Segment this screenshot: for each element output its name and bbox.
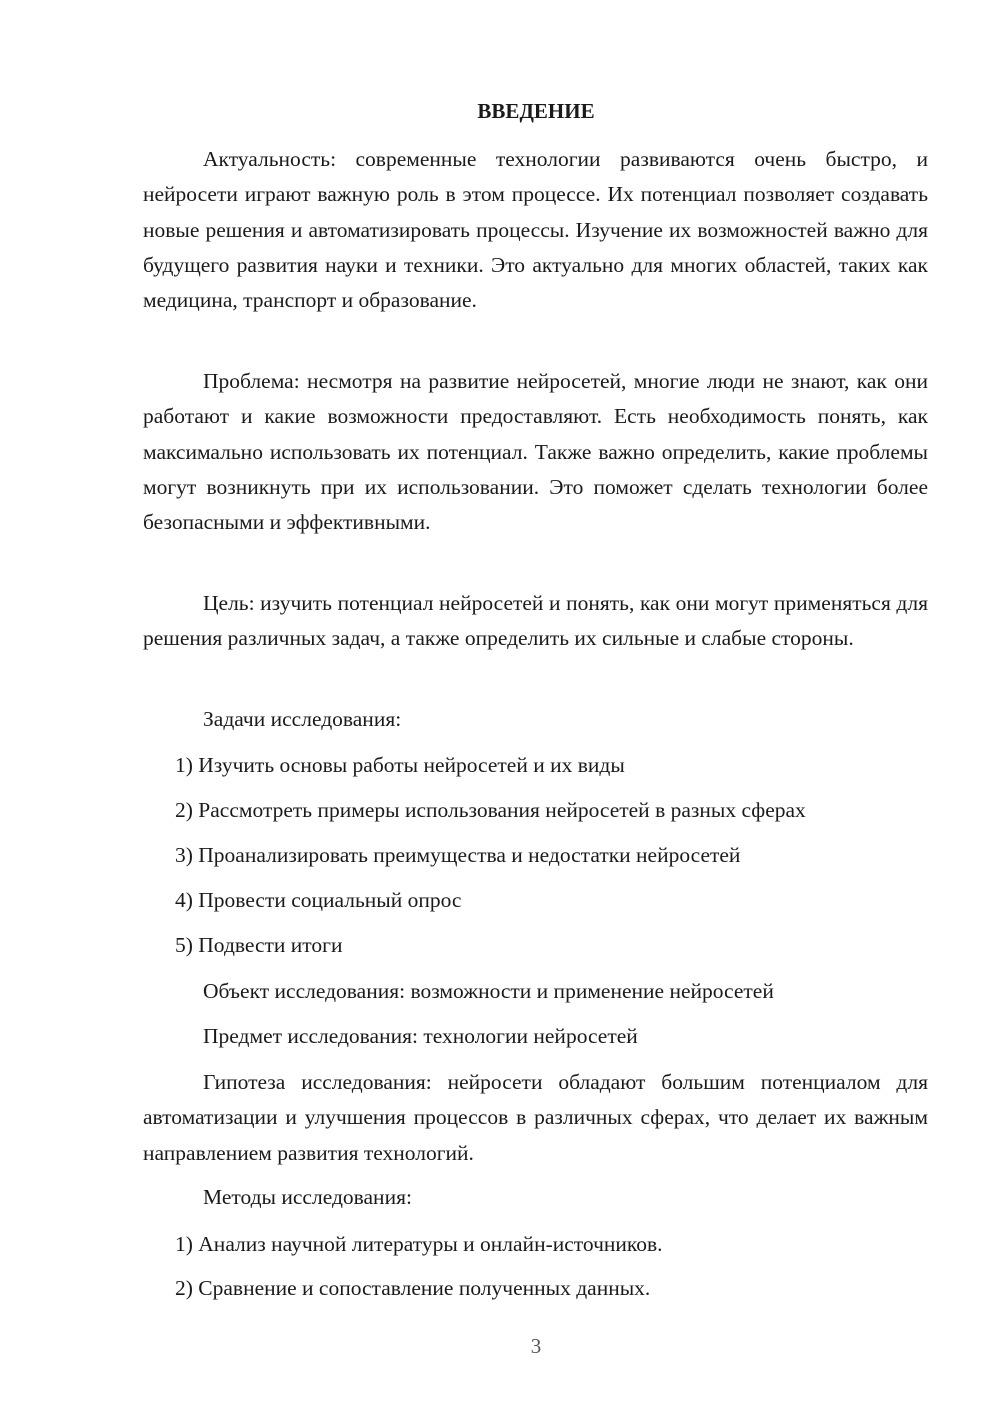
task-item-5: 5) Подвести итоги: [175, 933, 343, 957]
tasks-heading: Задачи исследования:: [203, 707, 402, 731]
methods-heading: Методы исследования:: [203, 1185, 412, 1209]
method-item-1: 1) Анализ научной литературы и онлайн-источников.: [175, 1232, 663, 1256]
relevance-paragraph: Актуальность: современные технологии развиваются очень быстро, и нейросети играют важную роль в этом процессе. Их потенциал позволяет создавать новые решения и автоматизировать процессы. Изучение их возможностей важно для будущего развития науки и техники. Это актуально для многих областей, таких как медицина, транспорт и образование.: [143, 147, 928, 313]
section-title: ВВЕДЕНИЕ: [477, 99, 595, 123]
task-item-2: 2) Рассмотреть примеры использования нейросетей в разных сферах: [175, 798, 806, 822]
page-number: 3: [530, 1334, 542, 1358]
task-item-1: 1) Изучить основы работы нейросетей и их виды: [175, 753, 625, 777]
problem-paragraph: Проблема: несмотря на развитие нейросетей, многие люди не знают, как они работают и какие возможности предоставляют. Есть необходимость понять, как максимально использовать их потенциал. Также важно определить, какие проблемы могут возникнуть при их использовании. Это поможет сделать технологии более безопасными и эффективными.: [143, 369, 928, 535]
method-item-2: 2) Сравнение и сопоставление полученных данных.: [175, 1276, 651, 1300]
research-object: Объект исследования: возможности и применение нейросетей: [203, 979, 774, 1003]
task-item-3: 3) Проанализировать преимущества и недостатки нейросетей: [175, 843, 741, 867]
goal-paragraph: Цель: изучить потенциал нейросетей и понять, как они могут применяться для решения различных задач, а также определить их сильные и слабые стороны.: [143, 591, 928, 651]
task-item-4: 4) Провести социальный опрос: [175, 888, 462, 912]
hypothesis-paragraph: Гипотеза исследования: нейросети обладают большим потенциалом для автоматизации и улучшения процессов в различных сферах, что делает их важным направлением развития технологий.: [143, 1070, 928, 1165]
research-subject: Предмет исследования: технологии нейросетей: [203, 1024, 638, 1048]
